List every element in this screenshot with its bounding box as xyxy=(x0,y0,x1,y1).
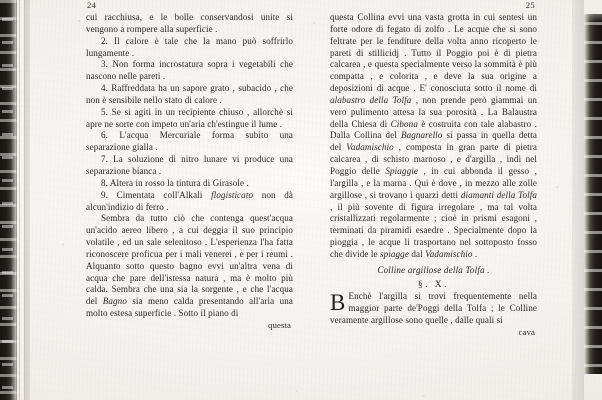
body-seg6: , in cui abbonda il gesso , l'argilla , e la marna . Qui è dove , in mezzo alle zolle argillose , si trovano i quarzi detti xyxy=(330,165,537,200)
dropcap-paragraph xyxy=(330,291,537,327)
list-item-3: 3. Non forma incrostatura sopra i vegetabili che nascono nelle pareti . xyxy=(86,59,293,82)
italic-term-vadamischio-2: Vadamischio xyxy=(425,248,473,259)
item9-italic-term: flogisticato xyxy=(211,189,254,200)
list-item-6: 6. L'acqua Mercuriale forma subito una separazione gialla . xyxy=(86,130,293,153)
closing-paragraph xyxy=(86,213,293,320)
catchword-left: questa xyxy=(267,319,291,330)
body-seg8: dal xyxy=(408,248,426,259)
list-item-9 xyxy=(86,190,293,214)
italic-term-spiagge: spiagge xyxy=(380,248,409,259)
closing-text-part1: Sembra da tutto ciò che contenga quest'acqua un'acido aereo libero , a cui deggia il suo principio volatile , ed un sale selenitoso . L'esperienza l'ha fatta riconoscere proficua per i mali venerei , e per i reumi . Alquanto sotto questo bagno evvi un'altra vena di acqua che pare dell'istessa natura , ma è molto più calda. Sembra che una sia la sorgente , e che l'acqua del xyxy=(86,213,293,307)
drop-cap-letter: B xyxy=(330,290,346,316)
gutter-mottling-secondary xyxy=(2,0,13,400)
body-seg7: , il più sovente di figura irregolare , ma tal volta cristallizzati regolarmente ; cioè in prismi esagoni , terminati da piramidi esaedre . Specialmente dopo la pioggia , le acque li trasportano nel sottoposto fosso che divide le xyxy=(330,201,537,259)
gutter-falloff xyxy=(572,0,584,400)
italic-term-cibona: Cibona xyxy=(390,118,418,129)
closing-italic-term: Bagno xyxy=(102,296,127,307)
page-number-left: 24 xyxy=(87,0,97,10)
list-item-2: 2. Il calore è tale che la mano può soffrirlo lungamente . xyxy=(86,35,293,58)
left-page-text-column xyxy=(86,0,293,331)
gutter-top-falloff xyxy=(584,0,602,22)
list-item-8: 8. Altera in rosso la tintura di Girasole . xyxy=(101,177,249,188)
italic-term-alabastro-della-tolfa: alabastro della Tolfa xyxy=(330,94,412,105)
catchword-right: cava xyxy=(518,326,535,337)
italic-term-vadamischio: Vadamischio xyxy=(346,142,394,153)
dropcap-body-text: Enchè l'argilla si trovi frequentemente nella maggior parte de'Poggi della Tolfa ; le Colline veramente argillose sono quelle , dalle quali si xyxy=(330,291,537,326)
italic-term-diamanti-della-tolfa: diamanti della Tolfa xyxy=(460,189,537,200)
item9-text-after: non dà alcun'indizio di ferro . xyxy=(86,189,293,212)
section-heading: Colline argillose della Tolfa . xyxy=(377,264,490,275)
italic-term-spiaggie: Spiaggie xyxy=(385,165,418,176)
body-seg4: si passa in quella detta del xyxy=(330,130,537,153)
gutter-bottom-falloff xyxy=(584,374,602,400)
body-paragraph xyxy=(330,12,537,261)
right-page-text-column xyxy=(330,0,537,338)
body-seg2: , non prende però giammai un vero pulimento attesa la sua porosità . La Balaustra della Chiesa di xyxy=(330,94,537,129)
paper-speck xyxy=(78,20,80,22)
body-seg1: questa Collina evvi una vasta grotta in cui sentesi un forte odore di fegato di zolfo . Le acque che si sono feltrate per le fenditure della volta anno ricoperto le pareti di stillicidj . Tutto il Poggio poi è di pietra calcarea , e questa specialmente verso la sommità è più compatta , e colorita , e deve la sua origine a deposizioni di acque . E' conosciuta sotto il nome di xyxy=(330,12,537,94)
paper-speck xyxy=(296,390,298,392)
section-number: §. X. xyxy=(418,278,449,289)
paper-speck xyxy=(422,395,425,397)
italic-term-bagnarello: Bagnarello xyxy=(400,130,443,141)
paper-speck xyxy=(313,22,315,24)
paper-speck xyxy=(62,243,64,246)
left-binding-gutter xyxy=(0,0,30,400)
body-seg3: è costruita con tale alabastro . Dalla Collina del xyxy=(330,118,537,141)
list-item-7: 7. La soluzione di nitro lunare vi produce una separazione bianca . xyxy=(86,154,293,176)
closing-text-part2: sia meno calda presentando all'aria una molto estesa superficie . Sotto il piano di xyxy=(86,296,293,319)
gutter-mottling xyxy=(584,14,602,374)
body-seg5: , composta in gran parte di pietra calcarea , di schisto marnoso , e d'argilla , indi nel Poggio delle xyxy=(330,142,537,176)
body-seg9: . xyxy=(472,248,478,259)
list-item-4: 4. Raffreddata ha un sapore grato , subacido , che non è sensibile nello stato di calore . xyxy=(86,83,293,105)
right-binding-gutter xyxy=(572,0,602,400)
gutter-falloff xyxy=(24,0,30,400)
paragraph: cui racchiusa, e le bolle conservandosi unite si vengono a rompere alla superficie . xyxy=(86,12,293,34)
item9-text-before: 9. Cimentata coll'Alkali xyxy=(101,189,212,200)
page-number-right: 25 xyxy=(525,0,535,10)
list-item-5: 5. Se si agiti in un recipiente chiuso , allorchè si apre ne sorte con impeto un'aria ch'estingue il lume . xyxy=(86,106,293,129)
paper-speck xyxy=(556,186,558,188)
